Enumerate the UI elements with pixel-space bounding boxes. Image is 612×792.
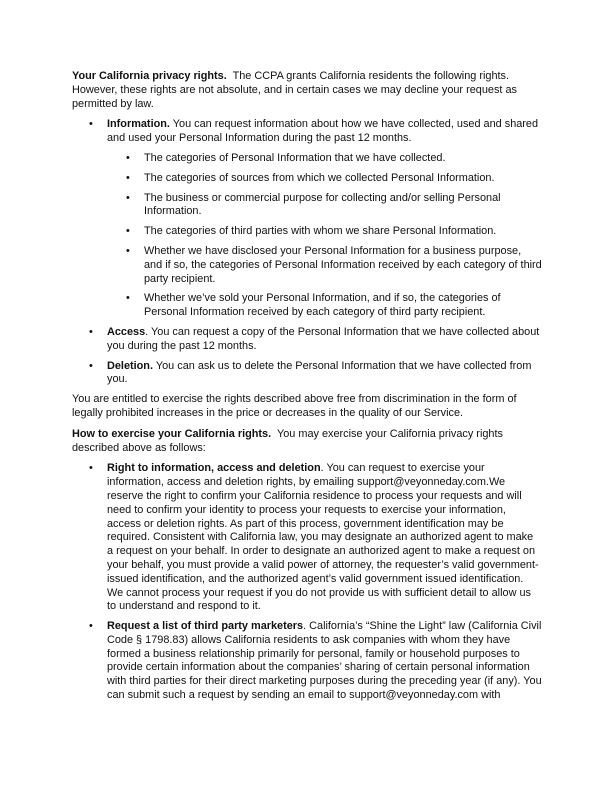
list-item — [72, 360, 542, 388]
list-item: • The categories of third parties with whom we share Personal Information. — [107, 225, 542, 239]
right-label: Information. — [107, 118, 170, 131]
exercise-paragraph — [72, 428, 542, 456]
right-text: You can ask us to delete the Personal Information that we have collected from you. — [107, 359, 532, 386]
list-item: • The categories of Personal Information that we have collected. — [107, 152, 542, 166]
right-label: Deletion. — [107, 359, 153, 372]
list-item: • The categories of sources from which we collected Personal Information. — [107, 172, 542, 186]
method-label: Right to information, access and deletion — [107, 462, 321, 475]
information-sublist — [107, 152, 542, 320]
exercise-text: You may exercise your California privacy rights described above as follows: — [72, 427, 503, 454]
list-item — [72, 118, 542, 320]
methods-list — [72, 462, 542, 703]
method-label: Request a list of third party marketers — [107, 620, 304, 633]
intro-heading: Your California privacy rights. — [72, 70, 227, 82]
list-item: • The business or commercial purpose for collecting and/or selling Personal Information. — [107, 192, 542, 220]
exercise-heading: How to exercise your California rights. — [72, 427, 272, 440]
intro-paragraph — [72, 70, 542, 111]
non-discrimination-paragraph: You are entitled to exercise the rights described above free from discrimination in the form of legally prohibited increases in the price or decreases in the quality of our Service. — [72, 393, 517, 419]
list-item — [72, 462, 542, 614]
right-text: . You can request a copy of the Personal Information that we have collected about you during the past 12 months. — [107, 325, 540, 352]
list-item: • Whether we’ve sold your Personal Information, and if so, the categories of Personal Information received by each category of third party recipient. — [107, 292, 542, 320]
method-text: . California’s “Shine the Light” law (California Civil Code § 1798.83) allows California residents to ask companies with whom they have formed a business relationship primarily for personal, family or household purposes to provide certain information about the companies’ sharing of certain personal information with third parties for their direct marketing purposes during the preceding year (if any). You can submit such a request by sending an email to support@veyonneday.com with — [107, 620, 542, 702]
list-item: • Whether we have disclosed your Personal Information for a business purpose, and if so, the categories of Personal Information received by each category of third party recipient. — [107, 245, 542, 286]
rights-list — [72, 118, 542, 387]
intro-text: The CCPA grants California residents the following rights. However, these rights are not absolute, and in certain cases we may decline your request as permitted by law. — [72, 70, 517, 110]
right-label: Access — [107, 325, 146, 338]
right-text: You can request information about how we have collected, used and shared and used your Personal Information during the past 12 months. — [107, 118, 539, 145]
method-text: . You can request to exercise your information, access and deletion rights, by emailing support@veyonneday.com.We reserve the right to confirm your California residence to process your requests and will need to confirm your identity to process your requests to exercise your information, access or deletion rights. As part of this process, government identification may be required. Consistent with California law, you may designate an authorized agent to make a request on your behalf. In order to designate an authorized agent to make a request on your behalf, you must provide a valid power of attorney, the requester’s valid government-issued identification, and the authorized agent’s valid government issued identification. We cannot process your request if you do not provide us with sufficient detail to allow us to understand and respond to it. — [107, 462, 539, 613]
list-item — [72, 620, 542, 703]
list-item — [72, 326, 542, 354]
